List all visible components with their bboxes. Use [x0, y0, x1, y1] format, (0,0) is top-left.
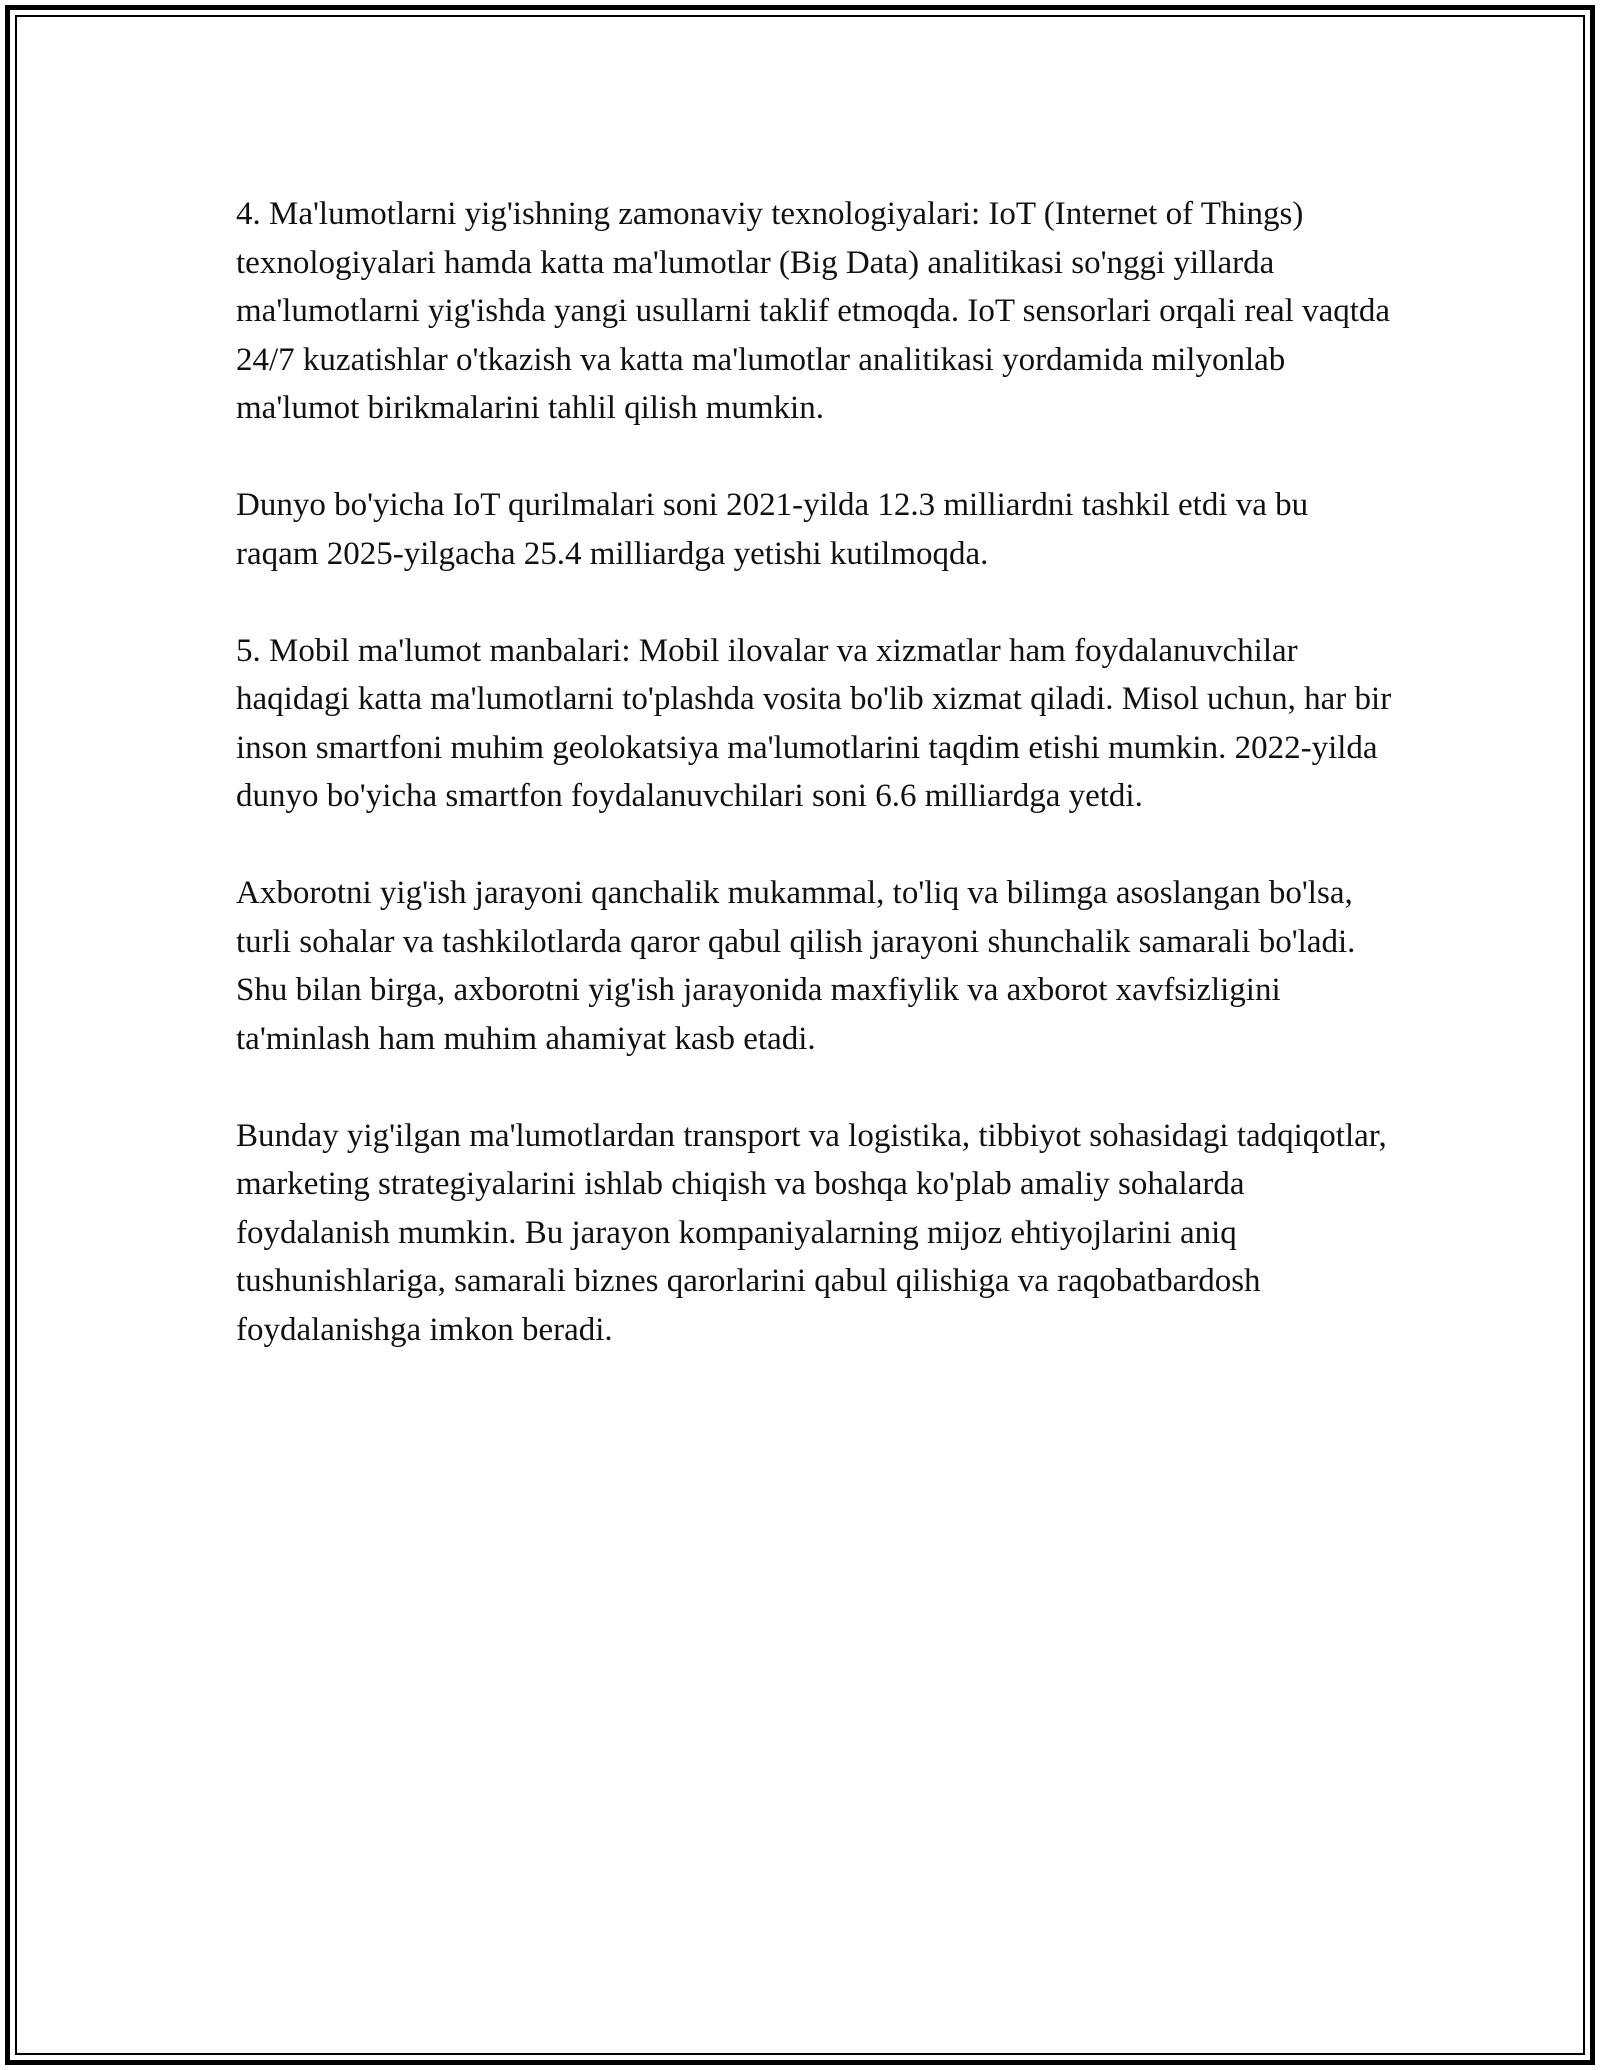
paragraph-iot-devices-count: Dunyo bo'yicha IoT qurilmalari soni 2021-yilda 12.3 milliardni tashkil etdi va bu raqam 2025-yilgacha 25.4 milliardga yetishi kutilmoqda. — [236, 487, 1309, 572]
paragraph-mobile-data-sources: 5. Mobil ma'lumot manbalari: Mobil ilovalar va xizmatlar ham foydalanuvchilar haqidagi katta ma'lumotlarni to'plashda vosita bo'lib xizmat qiladi. Misol uchun, har bir inson smartfoni muhim geolokatsiya ma'lumotlarini taqdim etishi mumkin. 2022-yilda dunyo bo'yicha smartfon foydalanuvchilari soni 6.6 milliardga yetdi. — [236, 632, 1392, 814]
document-body — [236, 190, 1396, 1403]
paragraph-iot-technologies: 4. Ma'lumotlarni yig'ishning zamonaviy texnologiyalari: IoT (Internet of Things) texnologiyalari hamda katta ma'lumotlar (Big Data) analitikasi so'nggi yillarda ma'lumotlarni yig'ishda yangi usullarni taklif etmoqda. IoT sensorlari orqali real vaqtda 24/7 kuzatishlar o'tkazish va katta ma'lumotlar analitikasi yordamida milyonlab ma'lumot birikmalarini tahlil qilish mumkin. — [236, 196, 1391, 426]
paragraph-information-gathering: Axborotni yig'ish jarayoni qanchalik mukammal, to'liq va bilimga asoslangan bo'lsa, turli sohalar va tashkilotlarda qaror qabul qilish jarayoni shunchalik samarali bo'ladi. Shu bilan birga, axborotni yig'ish jarayonida maxfiylik va axborot xavfsizligini ta'minlash ham muhim ahamiyat kasb etadi. — [236, 875, 1356, 1057]
paragraph-data-applications: Bunday yig'ilgan ma'lumotlardan transport va logistika, tibbiyot sohasidagi tadqiqotlar, marketing strategiyalarini ishlab chiqish va boshqa ko'plab amaliy sohalarda foydalanish mumkin. Bu jarayon kompaniyalarning mijoz ehtiyojlarini aniq tushunishlariga, samarali biznes qarorlarini qabul qilishiga va raqobatbardosh foydalanishga imkon beradi. — [236, 1117, 1387, 1348]
